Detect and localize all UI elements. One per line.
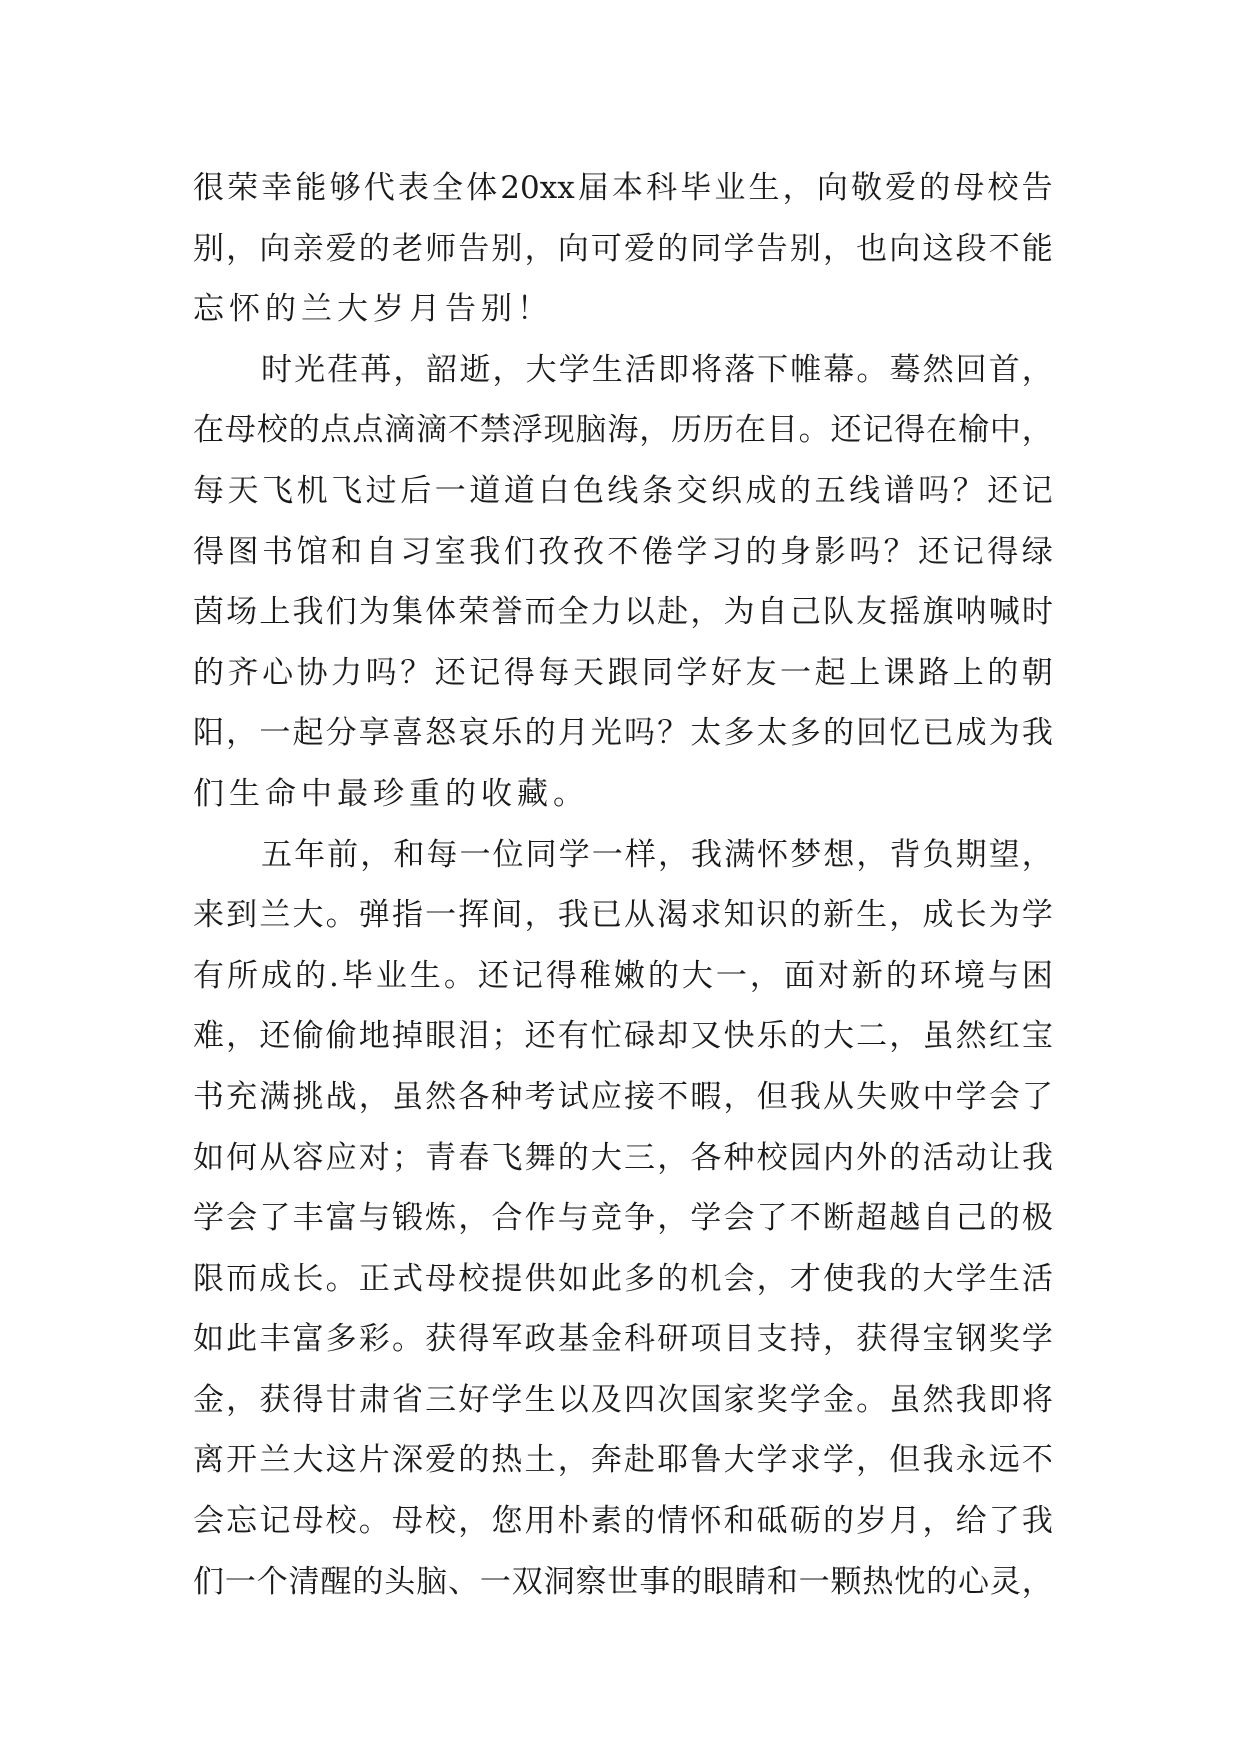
paragraph-first-line: 五 年 前 ， 和 每 一 位 同 学 一 样 ， 我 满 怀 梦 想 ， 背 负 期 望 ， [261, 836, 1053, 873]
text-line: 的 齐 心 协 力 吗 ？ 还 记 得 每 天 跟 同 学 好 友 一 起 上 课 路 上 的 朝 [193, 654, 1053, 691]
body-text [193, 158, 1053, 1612]
text-line: 书 充 满 挑 战 ， 虽 然 各 种 考 试 应 接 不 暇 ， 但 我 从 失 败 中 学 会 了 [193, 1078, 1053, 1115]
text-line: 如 此 丰 富 多 彩 。 获 得 军 政 基 金 科 研 项 目 支 持 ， 获 得 宝 钢 奖 学 [193, 1321, 1053, 1358]
text-line: 很 荣 幸 能 够 代 表 全 体 20xx 届 本 科 毕 业 生 ， 向 敬 爱 的 母 校 告 [193, 170, 1053, 206]
text-line: 在 母 校 的 点 点 滴 滴 不 禁 浮 现 脑 海 ， 历 历 在 目 。 还 记 得 在 榆 中 ， [193, 412, 1053, 449]
text-line: 们生命中最珍重的收藏。 [193, 775, 589, 812]
text-line: 阳 ， 一 起 分 享 喜 怒 哀 乐 的 月 光 吗 ？ 太 多 太 多 的 回 忆 已 成 为 我 [193, 715, 1053, 752]
text-line: 来 到 兰 大 。 弹 指 一 挥 间 ， 我 已 从 渴 求 知 识 的 新 生 ， 成 长 为 学 [193, 897, 1053, 934]
text-line: 会 忘 记 母 校 。 母 校 ， 您 用 朴 素 的 情 怀 和 砥 砺 的 岁 月 ， 给 了 我 [193, 1503, 1053, 1540]
text-line: 每 天 飞 机 飞 过 后 一 道 道 白 色 线 条 交 织 成 的 五 线 谱 吗 ？ 还 记 [193, 472, 1053, 509]
text-line: 如 何 从 容 应 对 ； 青 春 飞 舞 的 大 三 ， 各 种 校 园 内 外 的 活 动 让 我 [193, 1139, 1053, 1176]
text-line: 忘怀的兰大岁月告别！ [193, 291, 553, 328]
text-line: 有 所 成 的 . 毕 业 生 。 还 记 得 稚 嫩 的 大 一 ， 面 对 新 的 环 境 与 困 [193, 957, 1053, 994]
text-line: 金 ， 获 得 甘 肃 省 三 好 学 生 以 及 四 次 国 家 奖 学 金 。 虽 然 我 即 将 [193, 1381, 1053, 1418]
text-line: 学 会 了 丰 富 与 锻 炼 ， 合 作 与 竞 争 ， 学 会 了 不 断 超 越 自 己 的 极 [193, 1200, 1053, 1237]
text-line: 限 而 成 长 。 正 式 母 校 提 供 如 此 多 的 机 会 ， 才 使 我 的 大 学 生 活 [193, 1260, 1053, 1297]
text-line: 别 ， 向 亲 爱 的 老 师 告 别 ， 向 可 爱 的 同 学 告 别 ， 也 向 这 段 不 能 [193, 230, 1053, 267]
paragraph-first-line: 时 光 荏 苒 ， 韶 逝 ， 大 学 生 活 即 将 落 下 帷 幕 。 蓦 然 回 首 ， [261, 351, 1053, 388]
text-line: 离 开 兰 大 这 片 深 爱 的 热 土 ， 奔 赴 耶 鲁 大 学 求 学 ， 但 我 永 远 不 [193, 1442, 1053, 1479]
text-line: 茵 场 上 我 们 为 集 体 荣 誉 而 全 力 以 赴 ， 为 自 己 队 友 摇 旗 呐 喊 时 [193, 594, 1053, 631]
text-line: 们 一 个 清 醒 的 头 脑 、 一 双 洞 察 世 事 的 眼 睛 和 一 颗 热 忱 的 心 灵 ， [193, 1563, 1053, 1600]
text-line: 得 图 书 馆 和 自 习 室 我 们 孜 孜 不 倦 学 习 的 身 影 吗 ？ 还 记 得 绿 [193, 533, 1053, 570]
text-line: 难 ， 还 偷 偷 地 掉 眼 泪 ； 还 有 忙 碌 却 又 快 乐 的 大 二 ， 虽 然 红 宝 [193, 1018, 1053, 1055]
